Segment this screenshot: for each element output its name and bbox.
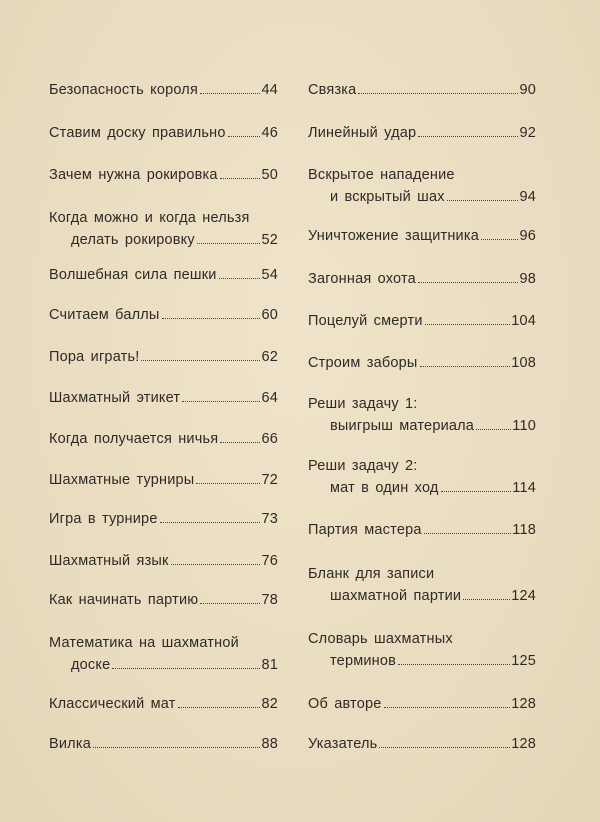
toc-entry-title: Вилка (49, 736, 91, 752)
toc-entry-line (308, 693, 536, 715)
toc-entry-title: Когда можно и когда нельзя (49, 210, 250, 226)
toc-page-number: 66 (261, 431, 278, 447)
dot-leader (171, 564, 261, 565)
toc-entry-line (49, 164, 278, 186)
toc-entry-line (308, 225, 536, 247)
toc-entry-line (49, 693, 278, 715)
toc-entry-title: доске (71, 657, 111, 673)
toc-entry[interactable] (308, 310, 536, 332)
toc-entry-line (308, 519, 536, 541)
toc-entry[interactable] (49, 207, 278, 251)
dot-leader (463, 599, 510, 600)
toc-entry-line (308, 186, 536, 208)
toc-page-number: 94 (519, 189, 536, 205)
toc-entry-line (308, 393, 536, 415)
toc-entry-title: выигрыш материала (330, 418, 475, 434)
toc-entry-title: Пора играть! (49, 349, 140, 365)
toc-entry-title: Об авторе (308, 696, 382, 712)
toc-entry-line (49, 469, 278, 491)
toc-entry-line (308, 310, 536, 332)
toc-entry[interactable] (49, 164, 278, 186)
toc-entry[interactable] (308, 164, 536, 208)
toc-entry-title: Вскрытое нападение (308, 167, 455, 183)
toc-entry-title: делать рокировку (71, 232, 195, 248)
toc-entry[interactable] (49, 733, 278, 755)
dot-leader (418, 136, 518, 137)
toc-entry[interactable] (308, 268, 536, 290)
toc-entry-title: Считаем баллы (49, 307, 160, 323)
dot-leader (424, 533, 512, 534)
toc-page-number: 124 (511, 588, 536, 604)
toc-entry-line (49, 428, 278, 450)
toc-entry[interactable] (308, 225, 536, 247)
toc-entry-title: Игра в турнире (49, 511, 158, 527)
toc-entry[interactable] (308, 79, 536, 101)
toc-page-number: 96 (519, 228, 536, 244)
toc-entry-title: Уничтожение защитника (308, 228, 479, 244)
toc-entry-line (49, 508, 278, 530)
dot-leader (200, 603, 260, 604)
toc-entry[interactable] (49, 304, 278, 326)
toc-entry[interactable] (308, 122, 536, 144)
toc-entry[interactable] (49, 469, 278, 491)
toc-entry-line (49, 387, 278, 409)
toc-page-number: 82 (261, 696, 278, 712)
toc-entry-line (49, 229, 278, 251)
dot-leader (112, 668, 260, 669)
toc-entry-title: Безопасность короля (49, 82, 199, 98)
toc-page-number: 81 (261, 657, 278, 673)
toc-entry[interactable] (308, 563, 536, 607)
toc-entry[interactable] (308, 393, 536, 437)
toc-entry[interactable] (308, 352, 536, 374)
dot-leader (384, 707, 511, 708)
toc-entry-title: Шахматный этикет (49, 390, 181, 406)
toc-entry[interactable] (49, 508, 278, 530)
toc-entry-title: Шахматный язык (49, 553, 169, 569)
toc-entry-title: Поцелуй смерти (308, 313, 423, 329)
toc-entry-title: Линейный удар (308, 125, 417, 141)
toc-entry-line (308, 628, 536, 650)
dot-leader (196, 483, 260, 484)
toc-page-number: 50 (261, 167, 278, 183)
toc-entry-line (49, 207, 278, 229)
toc-entry-line (49, 550, 278, 572)
toc-entry[interactable] (49, 122, 278, 144)
toc-entry[interactable] (49, 79, 278, 101)
toc-page-number: 108 (511, 355, 536, 371)
toc-page-number: 114 (512, 480, 536, 496)
toc-entry-line (49, 733, 278, 755)
toc-entry-title: Классический мат (49, 696, 176, 712)
toc-entry[interactable] (49, 346, 278, 368)
dot-leader (476, 429, 511, 430)
toc-page-number: 64 (261, 390, 278, 406)
toc-page-number: 78 (261, 592, 278, 608)
toc-page-number: 44 (261, 82, 278, 98)
dot-leader (418, 282, 519, 283)
toc-page-number: 118 (512, 522, 536, 538)
toc-entry-line (308, 733, 536, 755)
dot-leader (398, 664, 510, 665)
toc-entry[interactable] (49, 632, 278, 676)
toc-entry[interactable] (308, 733, 536, 755)
dot-leader (220, 442, 260, 443)
toc-entry-line (49, 589, 278, 611)
dot-leader (441, 491, 512, 492)
toc-page-number: 72 (261, 472, 278, 488)
toc-entry-title: мат в один ход (330, 480, 439, 496)
dot-leader (160, 522, 261, 523)
toc-page-number: 52 (261, 232, 278, 248)
toc-entry[interactable] (308, 519, 536, 541)
toc-entry-title: Волшебная сила пешки (49, 267, 217, 283)
toc-entry-line (308, 79, 536, 101)
toc-entry-title: Загонная охота (308, 271, 416, 287)
dot-leader (220, 178, 261, 179)
toc-entry-title: и вскрытый шах (330, 189, 445, 205)
toc-entry[interactable] (49, 589, 278, 611)
dot-leader (358, 93, 518, 94)
toc-entry-line (308, 650, 536, 672)
toc-page-number: 128 (511, 696, 536, 712)
toc-page-number: 92 (519, 125, 536, 141)
toc-page-number: 76 (261, 553, 278, 569)
toc-entry-title: Математика на шахматной (49, 635, 239, 651)
toc-entry-title: Реши задачу 2: (308, 458, 418, 474)
toc-entry-title: шахматной партии (330, 588, 462, 604)
toc-page-number: 125 (511, 653, 536, 669)
toc-entry-line (49, 122, 278, 144)
toc-entry[interactable] (308, 455, 536, 499)
toc-page-number: 62 (261, 349, 278, 365)
dot-leader (219, 278, 261, 279)
toc-page-number: 90 (519, 82, 536, 98)
toc-entry[interactable] (49, 264, 278, 286)
dot-leader (200, 93, 260, 94)
toc-entry-line (308, 164, 536, 186)
toc-entry-title: Шахматные турниры (49, 472, 195, 488)
dot-leader (178, 707, 261, 708)
dot-leader (425, 324, 511, 325)
toc-entry-title: Партия мастера (308, 522, 422, 538)
toc-entry-line (308, 122, 536, 144)
dot-leader (197, 243, 261, 244)
toc-entry-line (49, 346, 278, 368)
toc-entry-title: Строим заборы (308, 355, 418, 371)
toc-entry-title: Реши задачу 1: (308, 396, 418, 412)
toc-page-number: 54 (261, 267, 278, 283)
toc-entry-line (308, 563, 536, 585)
toc-entry-line (308, 477, 536, 499)
dot-leader (162, 318, 261, 319)
toc-entry[interactable] (308, 693, 536, 715)
dot-leader (447, 200, 519, 201)
toc-entry-line (308, 268, 536, 290)
toc-entry[interactable] (49, 693, 278, 715)
dot-leader (481, 239, 518, 240)
toc-entry-line (49, 632, 278, 654)
toc-page-number: 110 (512, 418, 536, 434)
toc-entry-line (308, 455, 536, 477)
toc-entry-title: Зачем нужна рокировка (49, 167, 218, 183)
toc-entry[interactable] (308, 628, 536, 672)
toc-page-number: 60 (261, 307, 278, 323)
toc-entry-title: терминов (330, 653, 397, 669)
toc-entry[interactable] (49, 428, 278, 450)
toc-entry-title: Словарь шахматных (308, 631, 453, 647)
dot-leader (379, 747, 510, 748)
toc-entry-title: Когда получается ничья (49, 431, 219, 447)
dot-leader (182, 401, 260, 402)
toc-entry-title: Бланк для записи (308, 566, 435, 582)
toc-page-number: 98 (519, 271, 536, 287)
toc-entry-line (49, 654, 278, 676)
dot-leader (93, 747, 261, 748)
toc-entry-title: Связка (308, 82, 357, 98)
toc-entry-line (49, 264, 278, 286)
dot-leader (420, 366, 511, 367)
toc-page-number: 46 (261, 125, 278, 141)
toc-page-number: 73 (261, 511, 278, 527)
toc-entry-line (308, 352, 536, 374)
toc-entry-line (49, 304, 278, 326)
toc-entry-line (308, 585, 536, 607)
dot-leader (228, 136, 261, 137)
toc-entry-title: Указатель (308, 736, 378, 752)
toc-page-number: 128 (511, 736, 536, 752)
dot-leader (141, 360, 260, 361)
toc-page-number: 88 (261, 736, 278, 752)
toc-entry-line (49, 79, 278, 101)
toc-entry[interactable] (49, 550, 278, 572)
toc-entry-title: Ставим доску правильно (49, 125, 226, 141)
toc-entry-title: Как начинать партию (49, 592, 199, 608)
toc-entry-line (308, 415, 536, 437)
toc-entry[interactable] (49, 387, 278, 409)
toc-page-number: 104 (511, 313, 536, 329)
